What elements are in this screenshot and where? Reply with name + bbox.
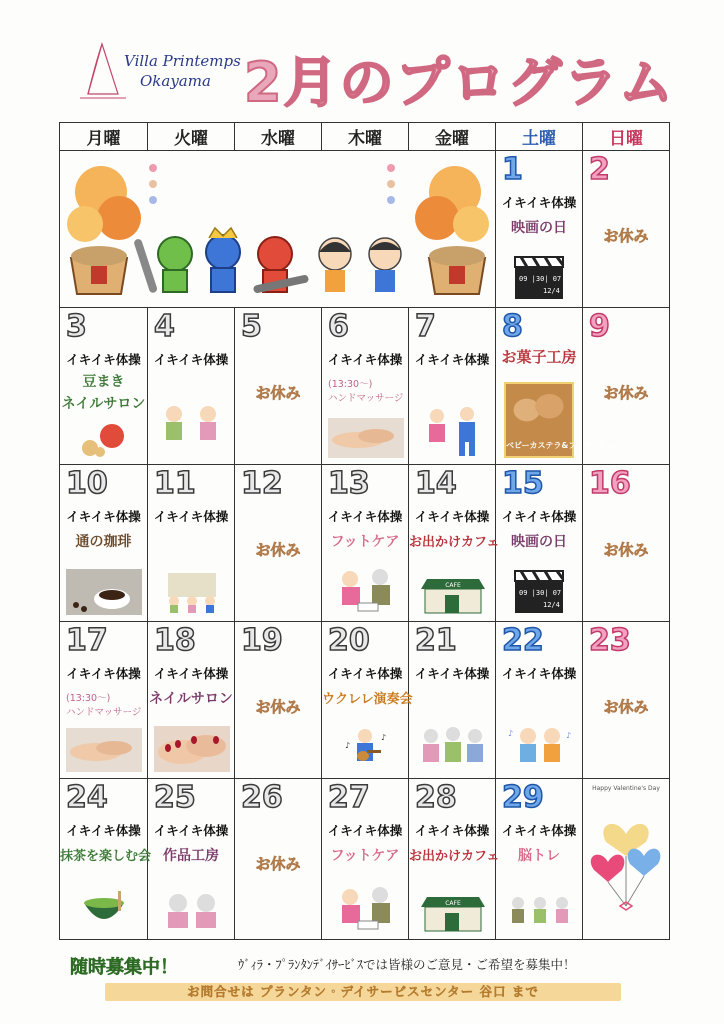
sail-icon	[78, 42, 138, 102]
exercise-label: イキイキ体操	[153, 823, 229, 838]
red-oni-icon	[252, 237, 308, 294]
day-cell-16	[583, 465, 670, 622]
weekday-mon: 月曜	[60, 123, 148, 151]
exercise-label: イキイキ体操	[414, 352, 490, 367]
day-cell-25	[148, 779, 235, 940]
exercise-label: イキイキ体操	[153, 352, 229, 367]
foot-care-icon	[328, 883, 404, 933]
day-cell-24	[60, 779, 152, 940]
day-cell-15	[496, 465, 583, 622]
activity-label: ウクレレ演奏会	[322, 692, 413, 707]
activity-label-2: ネイルサロン	[61, 396, 146, 412]
exercise-label: イキイキ体操	[501, 509, 577, 524]
seated-exercise-icon	[154, 400, 230, 450]
setsubun-illustration	[63, 154, 493, 304]
day-number: 28	[415, 780, 457, 815]
weekday-sat: 土曜	[496, 123, 583, 151]
time-note: (13:30〜)	[328, 379, 373, 390]
crafts-seniors-icon	[154, 887, 230, 933]
clapperboard-icon	[513, 251, 570, 301]
activity-note: ハンドマッサージ	[66, 707, 142, 718]
activity-label: お出かけカフェ	[409, 535, 500, 550]
activity-label: お菓子工房	[501, 348, 577, 366]
week-row-4	[60, 622, 670, 779]
svg-text:09 |30| 07 6: 09 |30| 07 6	[519, 275, 570, 283]
activity-label: 作品工房	[163, 848, 219, 864]
rest-label: お休み	[603, 698, 649, 716]
day-number: 5	[241, 309, 262, 344]
exercise-label: イキイキ体操	[327, 509, 403, 524]
weekday-wed: 水曜	[235, 123, 322, 151]
week-row-5	[60, 779, 670, 940]
activity-label: 通の珈琲	[75, 534, 132, 550]
rest-label: お休み	[255, 384, 301, 402]
day-cell-20	[322, 622, 413, 779]
exercise-label: イキイキ体操	[327, 823, 403, 838]
day-number: 11	[154, 466, 196, 501]
svg-text:♪: ♪	[566, 731, 572, 740]
day-number: 24	[66, 780, 108, 815]
day-number: 4	[154, 309, 175, 344]
day-number: 15	[502, 466, 544, 501]
day-number: 16	[589, 466, 631, 501]
stretching-people-icon	[415, 402, 491, 458]
green-oni-icon	[133, 237, 192, 294]
brain-training-icon	[502, 887, 578, 933]
calendar-table	[59, 122, 670, 940]
day-cell-11	[148, 465, 235, 622]
day-number: 3	[66, 309, 87, 344]
svg-text:♪: ♪	[508, 729, 514, 738]
day-cell-13	[322, 465, 409, 622]
exercise-label: イキイキ体操	[414, 823, 490, 838]
bean-box-left-icon	[71, 246, 127, 294]
exercise-label: イキイキ体操	[153, 666, 229, 681]
matcha-bowl-icon	[78, 889, 130, 933]
activity-label: 抹茶を楽しむ会	[60, 849, 152, 864]
rest-label: お休み	[603, 227, 649, 245]
rest-label: お休み	[255, 541, 301, 559]
activity-label: 豆まき	[82, 374, 125, 390]
day-cell-14	[409, 465, 500, 622]
day-cell-10	[60, 465, 148, 622]
recruit-note: ｳﾞｨﾗ・ﾌﾟﾗﾝﾀﾝﾃﾞｲｻｰﾋﾞｽでは皆様のご意見・ご希望を募集中！	[238, 957, 576, 972]
activity-label: フットケア	[330, 848, 400, 864]
exercise-label: イキイキ体操	[414, 666, 490, 681]
cafe-icon	[415, 575, 491, 615]
foot-care-icon	[328, 565, 404, 615]
week-row-1	[60, 151, 670, 308]
time-note: (13:30〜)	[66, 693, 111, 704]
day-number: 13	[328, 466, 370, 501]
clapperboard-icon	[513, 565, 570, 615]
castella-icon	[506, 384, 572, 436]
day-cell-2	[583, 151, 670, 308]
exercise-label: イキイキ体操	[153, 509, 229, 524]
activity-label: フットケア	[330, 534, 400, 550]
exercise-label: イキイキ体操	[66, 823, 141, 838]
day-number: 10	[66, 466, 108, 501]
day-cell-29	[496, 779, 583, 940]
sweets-caption: ベビーカステラ&フィナンシェ	[506, 441, 615, 450]
day-number: 23	[589, 623, 631, 658]
day-number: 7	[415, 309, 436, 344]
activity-label: お出かけカフェ	[409, 849, 500, 864]
rest-label: お休み	[603, 384, 649, 402]
beans-and-oni-icon	[78, 418, 130, 458]
hand-massage-photo	[66, 728, 142, 772]
seniors-chatting-icon	[415, 722, 491, 772]
day-cell-18	[148, 622, 235, 779]
valentine-text: Happy Valentine's Day	[592, 785, 660, 792]
day-number: 29	[502, 780, 544, 815]
coffee-cup-photo	[66, 569, 142, 615]
svg-text:♪: ♪	[345, 741, 351, 750]
day-number: 17	[66, 623, 108, 658]
exercise-label: イキイキ体操	[501, 195, 577, 210]
rest-label: お休み	[255, 698, 301, 716]
exercise-label: イキイキ体操	[66, 666, 141, 681]
exercise-label: イキイキ体操	[414, 509, 490, 524]
brand-location: Okayama	[140, 72, 211, 90]
day-number: 18	[154, 623, 196, 658]
brand-name: Villa Printemps	[124, 52, 241, 70]
day-number: 9	[589, 309, 610, 344]
svg-text:09 |30| 07 6: 09 |30| 07 6	[519, 589, 570, 597]
girl-icon	[319, 238, 351, 292]
day-cell-3	[60, 308, 148, 465]
day-number: 14	[415, 466, 457, 501]
day-cell-9	[583, 308, 670, 465]
exercise-label: イキイキ体操	[66, 509, 141, 524]
weekday-header-row	[60, 123, 670, 151]
svg-text:12/4: 12/4	[543, 601, 560, 609]
day-cell-28	[409, 779, 500, 940]
day-number: 20	[328, 623, 370, 658]
weekday-fri: 金曜	[409, 123, 496, 151]
day-number: 1	[502, 152, 523, 187]
page-title: 2月のプログラム	[244, 51, 676, 114]
boy-icon	[369, 238, 401, 292]
hand-massage-photo	[328, 418, 404, 458]
activity-label: 映画の日	[511, 534, 567, 550]
svg-text:CAFE: CAFE	[445, 900, 461, 907]
day-cell-4	[148, 308, 235, 465]
day-cell-1	[496, 151, 583, 308]
weekday-sun: 日曜	[583, 123, 670, 151]
week-row-2	[60, 308, 670, 465]
exercise-label: イキイキ体操	[327, 666, 403, 681]
exercise-label: イキイキ体操	[66, 352, 141, 367]
day-cell-8	[496, 308, 615, 465]
exercise-label: イキイキ体操	[327, 352, 403, 367]
day-number: 21	[415, 623, 457, 658]
day-number: 19	[241, 623, 283, 658]
blue-oni-icon	[206, 228, 240, 292]
ukulele-player-icon	[339, 726, 391, 772]
weekday-tue: 火曜	[148, 123, 235, 151]
day-cell-12	[235, 465, 322, 622]
sweets-photo	[504, 382, 615, 458]
rest-label: お休み	[603, 541, 649, 559]
day-cell-26	[235, 779, 322, 940]
day-number: 27	[328, 780, 370, 815]
rest-label: お休み	[255, 855, 301, 873]
day-number: 26	[241, 780, 283, 815]
week-row-3	[60, 465, 670, 622]
day-cell-7	[409, 308, 496, 465]
activity-label: 脳トレ	[518, 848, 560, 864]
setsubun-illustration-cell	[60, 151, 496, 308]
day-cell-17	[60, 622, 148, 779]
svg-text:12/4: 12/4	[543, 287, 560, 295]
day-cell-22	[496, 622, 583, 779]
weekday-thu: 木曜	[322, 123, 409, 151]
logo	[78, 42, 248, 102]
day-cell-23	[583, 622, 670, 779]
bean-box-right-icon	[429, 246, 485, 294]
day-cell-19	[235, 622, 322, 779]
activity-label: ネイルサロン	[149, 691, 233, 707]
day-cell-27	[322, 779, 409, 940]
day-cell-21	[409, 622, 496, 779]
cafe-icon	[415, 893, 491, 933]
valentine-cell	[583, 779, 670, 940]
group-activity-icon	[154, 565, 230, 615]
activity-note: ハンドマッサージ	[328, 393, 404, 404]
svg-text:♪: ♪	[381, 733, 387, 742]
heart-balloons-icon	[586, 794, 666, 922]
day-number: 22	[502, 623, 544, 658]
day-number: 8	[502, 309, 523, 344]
exercise-label: イキイキ体操	[501, 823, 577, 838]
contact-text: お問合せは プランタン・デイサービスセンター 谷口 まで	[187, 984, 539, 999]
contact-banner	[105, 983, 621, 1001]
day-number: 6	[328, 309, 349, 344]
day-number: 2	[589, 152, 610, 187]
day-number: 25	[154, 780, 196, 815]
nail-art-photo	[154, 726, 230, 772]
day-cell-6	[322, 308, 409, 465]
exercise-label: イキイキ体操	[501, 666, 577, 681]
header	[0, 0, 724, 118]
day-cell-5	[235, 308, 322, 465]
svg-text:CAFE: CAFE	[445, 582, 461, 589]
recruit-heading: 随時募集中！	[70, 957, 178, 978]
activity-label: 映画の日	[511, 220, 567, 236]
day-number: 12	[241, 466, 283, 501]
dancing-seniors-icon	[502, 722, 578, 772]
